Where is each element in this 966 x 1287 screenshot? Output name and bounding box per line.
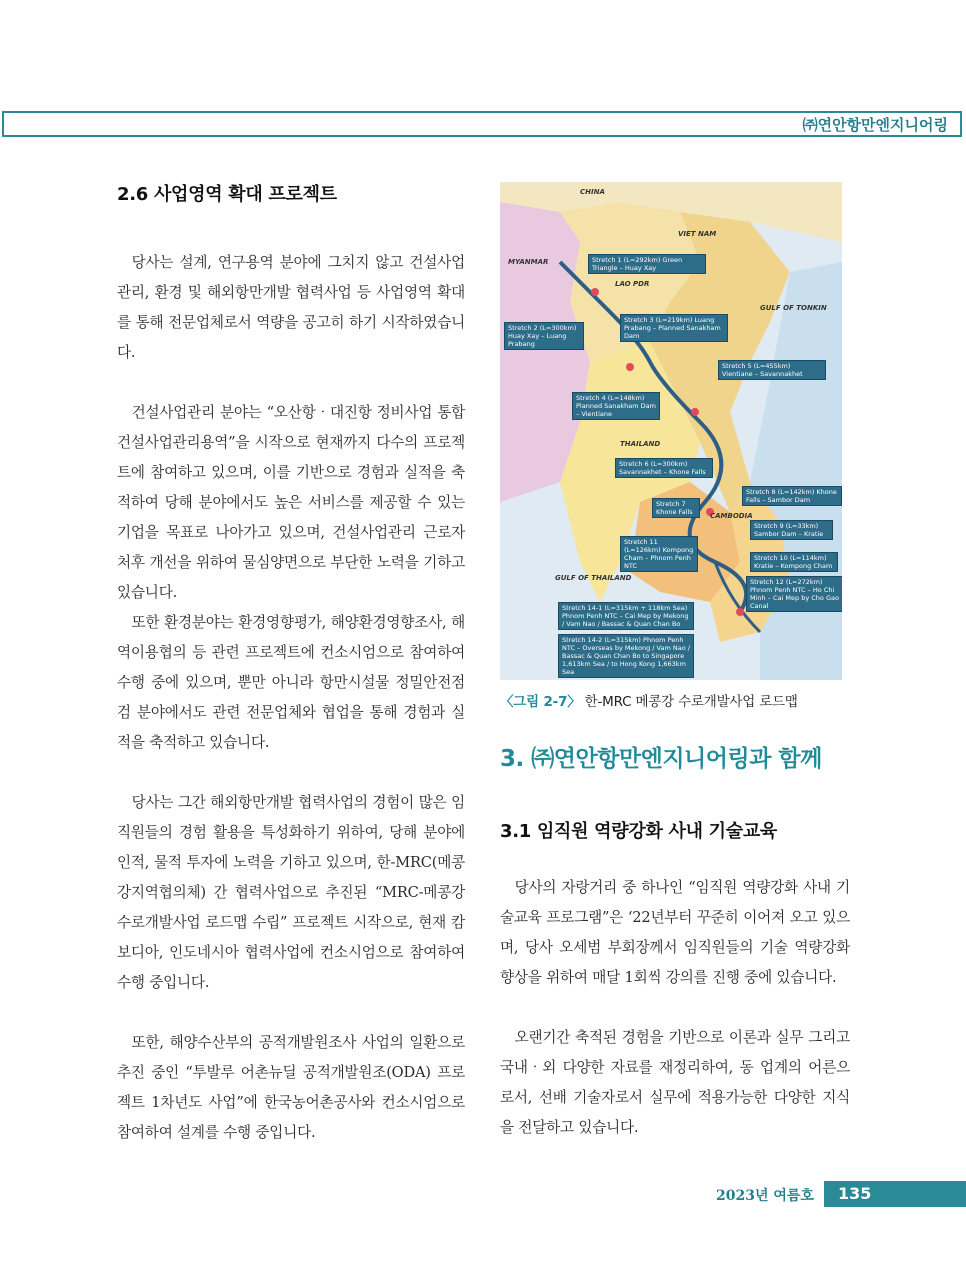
- paragraph-5: 또한, 해양수산부의 공적개발원조사 사업의 일환으로 추진 중인 “투발루 어촌뉴딜 공적개발원조(ODA) 프로젝트 1차년도 사업”에 한국농어촌공사와 컨소시엄으로 참여하여 설계를 수행 중입니다.: [117, 1034, 465, 1141]
- footer-issue: 2023년 여름호: [716, 1188, 814, 1204]
- stretch-4-tag: Stretch 4 (L=148km) Planned Sanakham Dam – Vientiane: [572, 392, 660, 420]
- section-title-3-1: 3.1 임직원 역량강화 사내 기술교육: [500, 821, 777, 842]
- paragraph-4: 당사는 그간 해외항만개발 협력사업의 경험이 많은 임직원들의 경험 활용을 특성화하기 위하여, 당해 분야에 인적, 물적 투자에 노력을 기하고 있으며, 한-MRC(메콩강지역협의체) 간 협력사업으로 추진된 “MRC-메콩강 수로개발사업 로드맵 수립” 프로젝트 시작으로, 현재 캄보디아, 인도네시아 협력사업에 컨소시엄으로 참여하여 수행 중입니다.: [117, 794, 465, 991]
- map-label-lao: LAO PDR: [615, 280, 650, 288]
- stretch-8-tag: Stretch 8 (L=142km) Khone Falls – Sambor Dam: [742, 486, 842, 506]
- map-label-gulf-thailand: GULF OF THAILAND: [555, 574, 632, 582]
- paragraph-2: 건설사업관리 분야는 “오산항‧대진항 정비사업 통합 건설사업관리용역”을 시작으로 현재까지 다수의 프로젝트에 참여하고 있으며, 이를 기반으로 경험과 실적을 축적하여 당해 분야에서도 높은 서비스를 제공할 수 있는 기업을 목표로 나아가고 있으며, 건설사업관리 근로자 처후 개선을 위하여 물심양면으로 부단한 노력을 기하고 있습니다.: [117, 404, 465, 601]
- stretch-14-1-tag: Stretch 14-1 (L=315km + 118km Sea) Phnom Penh NTC – Cai Mep by Mekong / Vam Nao / Bassac & Quan Chan Bo: [558, 602, 694, 630]
- map-label-gulf-tonkin: GULF OF TONKIN: [760, 304, 827, 312]
- section-title-3: 3. ㈜연안항만엔지니어링과 함께: [500, 746, 822, 772]
- stretch-2-tag: Stretch 2 (L=300km) Huay Xay – Luang Prabang: [504, 322, 584, 350]
- figure-caption-text: 한-MRC 메콩강 수로개발사업 로드맵: [580, 694, 798, 710]
- map-label-vietnam: VIET NAM: [678, 230, 717, 238]
- paragraph-6: 당사의 자랑거리 중 하나인 “임직원 역량강화 사내 기술교육 프로그램”은 ‘22년부터 꾸준히 이어져 오고 있으며, 당사 오세범 부회장께서 임직원들의 기술 역량강화 향상을 위하여 매달 1회씩 강의를 진행 중에 있습니다.: [500, 879, 850, 986]
- stretch-12-tag: Stretch 12 (L=272km) Phnom Penh NTC – Ho Chi Minh – Cai Mep by Cho Gao Canal: [746, 576, 842, 612]
- paragraph-1: 당사는 설계, 연구용역 분야에 그치지 않고 건설사업관리, 환경 및 해외항만개발 협력사업 등 사업영역 확대를 통해 전문업체로서 역량을 공고히 하기 시작하였습니다.: [117, 254, 465, 361]
- map-label-thailand: THAILAND: [620, 440, 661, 448]
- stretch-11-tag: Stretch 11 (L=126km) Kompong Cham – Phnom Penh NTC: [620, 536, 698, 572]
- map-label-myanmar: MYANMAR: [508, 258, 549, 266]
- map-label-china: CHINA: [580, 188, 605, 196]
- left-column: [117, 180, 465, 1148]
- stretch-6-tag: Stretch 6 (L=300km) Savannakhet – Khone Falls: [615, 458, 713, 478]
- mekong-roadmap-map: [500, 182, 842, 680]
- page-number-box: [824, 1181, 966, 1207]
- figure-caption: [500, 690, 798, 710]
- page-number: 135: [838, 1184, 872, 1203]
- stretch-9-tag: Stretch 9 (L=33km) Sambor Dam – Kratie: [750, 520, 833, 540]
- section-title-2-6: 2.6 사업영역 확대 프로젝트: [117, 184, 337, 205]
- stretch-5-tag: Stretch 5 (L=455km) Vientiane – Savannakhet: [718, 360, 826, 380]
- stretch-10-tag: Stretch 10 (L=114km) Kratie – Kompong Cham: [750, 552, 838, 572]
- header-company-title: ㈜연안항만엔지니어링: [802, 116, 948, 134]
- right-column: [500, 740, 850, 1143]
- paragraph-3: 또한 환경분야는 환경영향평가, 해양환경영향조사, 해역이용협의 등 관련 프로젝트에 컨소시엄으로 참여하여 수행 중에 있으며, 뿐만 아니라 항만시설물 정밀안전점검 분야에서도 관련 전문업체와 협업을 통해 경험과 실적을 축적하고 있습니다.: [117, 614, 465, 751]
- header-bar: [2, 111, 962, 137]
- stretch-7-tag: Stretch 7 Khone Falls: [652, 498, 700, 518]
- stretch-1-tag: Stretch 1 (L=292km) Green Triangle – Huay Xay: [588, 254, 706, 274]
- map-label-cambodia: CAMBODIA: [710, 512, 753, 520]
- figure-caption-number: 〈그림 2-7〉: [500, 694, 581, 710]
- stretch-3-tag: Stretch 3 (L=219km) Luang Prabang – Planned Sanakham Dam: [620, 314, 728, 342]
- stretch-14-2-tag: Stretch 14-2 (L=315km) Phnom Penh NTC – Overseas by Mekong / Vam Nao / Bassac & Quan Chan Bo to Singapore 1,613km Sea / to Hong Kong 1,663km Sea: [558, 634, 694, 678]
- paragraph-7: 오랜기간 축적된 경험을 기반으로 이론과 실무 그리고 국내‧외 다양한 자료를 재정리하여, 동 업계의 어른으로서, 선배 기술자로서 실무에 적용가능한 다양한 지식을 전달하고 있습니다.: [500, 1029, 850, 1136]
